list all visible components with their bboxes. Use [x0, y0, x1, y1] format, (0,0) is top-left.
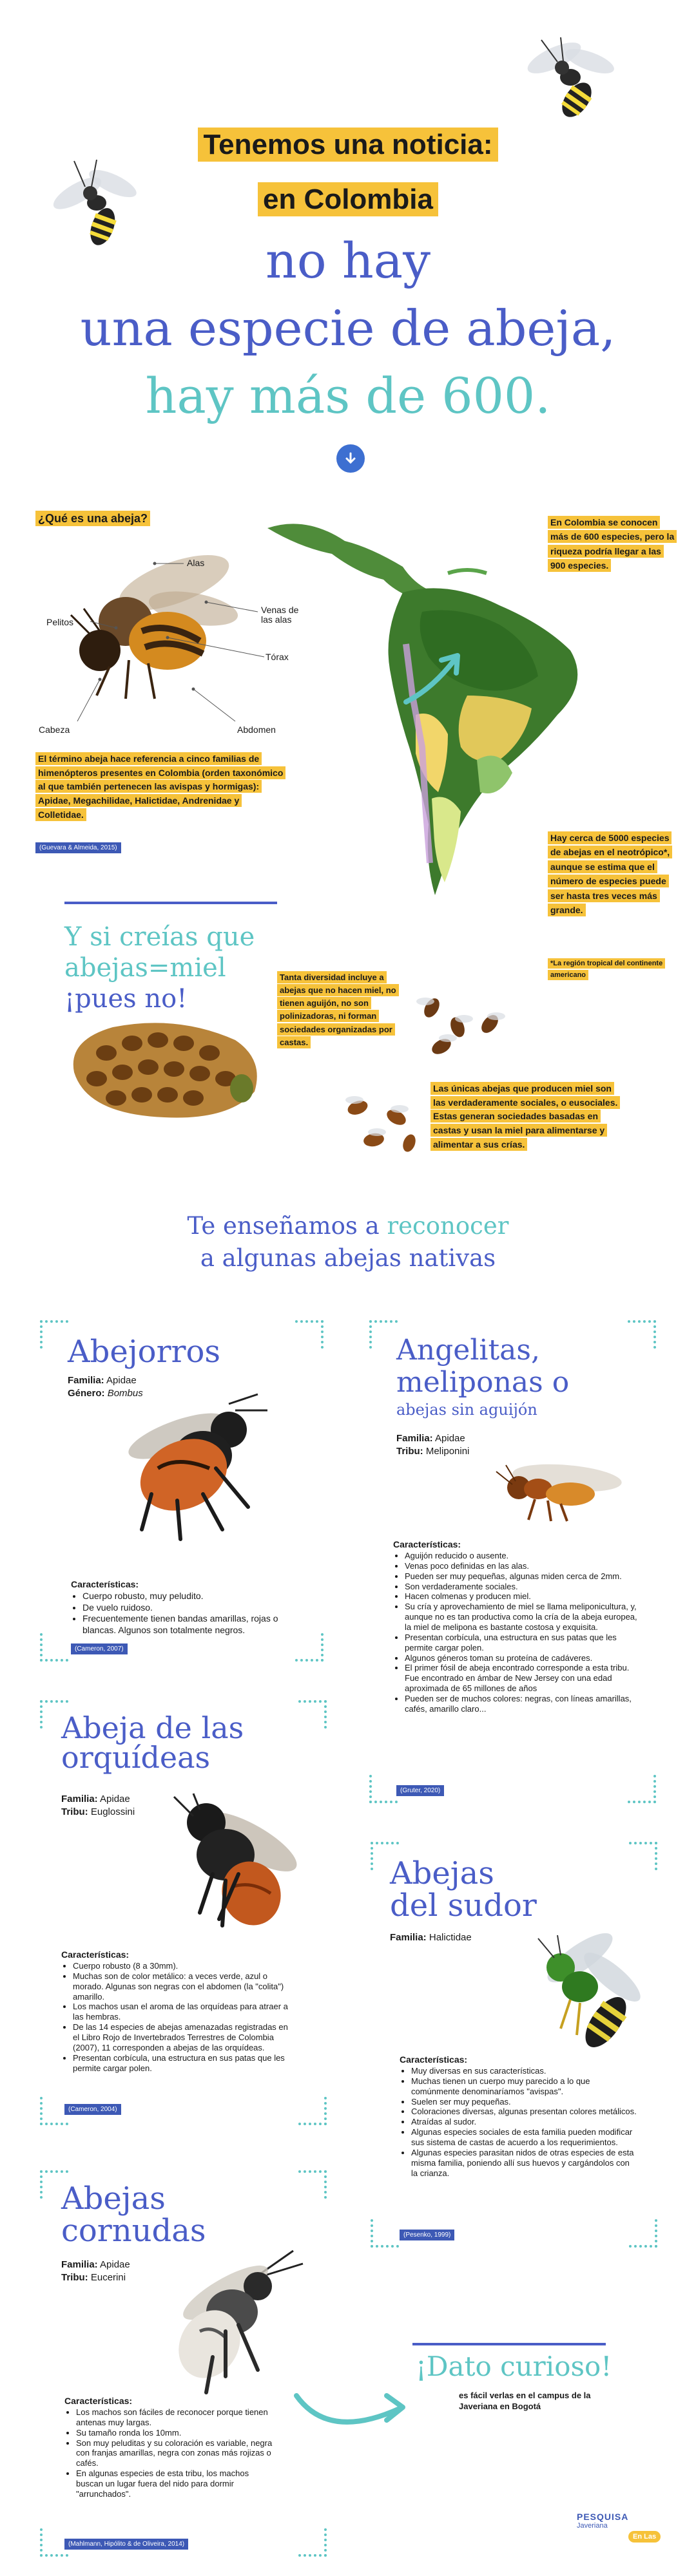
sudor-title-2: del sudor [390, 1888, 537, 1924]
logo-badge: En Las [628, 2531, 661, 2543]
sudor-char-item: • Algunas especies sociales de esta familia pueden modificar sus sistema de castas de acuerdo a los requerimientos. [411, 2127, 638, 2148]
angelitas-familia: Apidae [435, 1433, 465, 1444]
cornudas-char-item: • Son muy peluditas y su coloración es variable, negra con franjas amarillas, negra con zonas más rojizas o cafés. [76, 2438, 277, 2469]
abejorros-familia-label: Familia: [68, 1375, 104, 1386]
cornudas-familia: Apidae [100, 2259, 130, 2270]
map-arrow-icon [400, 644, 470, 708]
angelitas-title-1: Angelitas, [396, 1334, 540, 1367]
abejorros-char-item: • De vuelo ruidoso. [82, 1602, 303, 1614]
miel-divider [64, 902, 277, 904]
sweat-bee-illustration [516, 1932, 651, 2061]
label-alas: Alas [187, 558, 205, 568]
orquideas-char-item: • Presentan corbícula, una estructura en sus patas que les permite cargar polen. [73, 2053, 293, 2074]
cornudas-cite: (Mahlmann, Hipólito & de Oliveira, 2014) [64, 2539, 188, 2550]
dato-title: ¡Dato curioso! [416, 2351, 612, 2382]
sudor-char-item: • Coloraciones diversas, algunas presentan colores metálicos. [411, 2107, 638, 2117]
arrow-down-icon [343, 451, 358, 466]
orquideas-char-item: • De las 14 especies de abejas amenazadas registradas en el Libro Rojo de Invertebrados Terrestres de Colombia (2007), 11 corresponden a abejas de las orquídeas. [73, 2022, 293, 2053]
abejorros-cite: (Cameron, 2007) [71, 1643, 128, 1654]
map-note-colombia: En Colombia se conocen más de 600 especies, pero la riqueza podría llegar a las 900 especies. [548, 516, 677, 572]
abejorros-chars-label: Características: [71, 1579, 139, 1589]
bumblebee-illustration [106, 1391, 293, 1546]
angelitas-title-3: abejas sin aguijón [396, 1401, 537, 1419]
intro-line-1a: Te enseñamos a [187, 1212, 387, 1240]
sudor-cite: (Pesenko, 1999) [400, 2230, 454, 2240]
abejorros-char-item: • Cuerpo robusto, muy peludito. [82, 1591, 303, 1602]
scroll-down-button[interactable] [336, 444, 365, 473]
sudor-chars-list [400, 2066, 638, 2178]
pesquisa-logo [577, 2512, 648, 2530]
dato-arrow-icon [290, 2370, 419, 2441]
angelitas-char-item: • El primer fósil de abeja encontrado corresponde a esta tribu. Fue encontrado en ámbar de New Jersey con una edad aproximada de 65 millones de años [405, 1663, 644, 1694]
honeycomb-illustration [61, 1014, 267, 1124]
cornudas-char-item: • Los machos son fáciles de reconocer porque tienen antenas muy largas. [76, 2407, 277, 2428]
headline-line-4: una especie de abeja, [80, 299, 616, 357]
cornudas-chars-list [64, 2407, 277, 2499]
angelitas-familia-label: Familia: [396, 1433, 433, 1444]
orquideas-chars-label: Características: [61, 1949, 130, 1960]
sudor-char-item: • Muchas tienen un cuerpo muy parecido a lo que comúnmente denominaríamos "avispas". [411, 2076, 638, 2097]
orquideas-char-item: • Los machos usan el aroma de las orquídeas para atraer a las hembras. [73, 2002, 293, 2022]
sudor-familia: Halictidae [429, 1932, 472, 1943]
angelitas-title-2: meliponas o [396, 1366, 570, 1399]
orquideas-familia: Apidae [100, 1794, 130, 1804]
headline-line-3: no hay [265, 232, 431, 289]
miel-title-3: ¡pues no! [64, 984, 188, 1014]
label-venas: Venas de las alas [261, 605, 299, 625]
cornudas-chars-label: Características: [64, 2396, 133, 2406]
miel-title-1: Y si creías que [64, 922, 255, 952]
long-horned-bee-illustration [155, 2248, 309, 2402]
sudor-chars-label: Características: [400, 2054, 468, 2065]
angelitas-char-item: • Su cría y aprovechamiento de miel se llama meliponicultura, y, aunque no es tan productiva como la cría de la abeja europea, la miel de melipona es bastante costosa y exquisita. [405, 1602, 644, 1633]
orquideas-familia-label: Familia: [61, 1794, 98, 1804]
label-pelitos: Pelitos [46, 617, 74, 627]
angelitas-char-item: • Venas poco definidas en las alas. [405, 1561, 644, 1571]
cornudas-familia-label: Familia: [61, 2259, 98, 2270]
angelitas-char-item: • Son verdaderamente sociales. [405, 1582, 644, 1592]
map-footnote: *La región tropical del continente americano [548, 958, 665, 980]
dato-divider [412, 2343, 606, 2345]
miel-text-1: Tanta diversidad incluye a abejas que no hacen miel, no tienen aguijón, no son polinizadoras, ni forman sociedades organizadas por castas. [277, 971, 399, 1048]
label-abdomen: Abdomen [237, 724, 276, 735]
angelitas-char-item: • Presentan corbícula, una estructura en sus patas que les permite cargar polen. [405, 1633, 644, 1653]
angelitas-chars-list [393, 1551, 644, 1714]
miel-text-2: Las únicas abejas que producen miel son las verdaderamente sociales, o eusociales. Estas generan sociedades basadas en castas y usan la miel para alimentarse y alimentar a sus crías. [430, 1082, 620, 1151]
sudor-char-item: • Atraídas al sudor. [411, 2117, 638, 2127]
abejorros-genero: Bombus [107, 1388, 143, 1399]
intro-line-2: a algunas abejas nativas [200, 1244, 496, 1272]
what-is-bee-title: ¿Qué es una abeja? [35, 511, 150, 526]
abejorros-genero-label: Género: [68, 1388, 105, 1399]
stingless-bee-illustration [490, 1449, 625, 1526]
cornudas-title-2: cornudas [61, 2213, 206, 2249]
what-is-bee-cite: (Guevara & Almeida, 2015) [35, 842, 121, 853]
orquideas-char-item: • Cuerpo robusto (8 a 30mm). [73, 1961, 293, 1971]
abejorros-chars-list [71, 1591, 303, 1636]
wasp-bee-illustration-top-right [516, 32, 625, 129]
small-bees-cluster-2 [338, 1088, 429, 1159]
label-cabeza: Cabeza [39, 724, 70, 735]
cornudas-tribu: Eucerini [90, 2272, 126, 2283]
headline-line-1: Tenemos una noticia: [198, 128, 498, 162]
orquideas-title: Abeja de las orquídeas [61, 1710, 244, 1775]
angelitas-tribu-label: Tribu: [396, 1446, 423, 1457]
angelitas-chars-label: Características: [393, 1539, 461, 1549]
cornudas-tribu-label: Tribu: [61, 2272, 88, 2283]
cornudas-char-item: • En algunas especies de esta tribu, los machos buscan un lugar fuera del nido para dormir "arrunchados". [76, 2468, 277, 2499]
orquideas-cite: (Cameron, 2004) [64, 2104, 121, 2115]
headline-line-5: hay más de 600. [145, 367, 551, 424]
orquideas-char-item: • Muchas son de color metálico: a veces verde, azul o morado. Algunas son negras con el abdomen (la "colita") amarillo. [73, 1971, 293, 2002]
cornudas-title-1: Abejas [61, 2181, 166, 2217]
headline-line-2: en Colombia [258, 182, 438, 216]
sudor-familia-label: Familia: [390, 1932, 427, 1943]
label-torax: Tórax [266, 652, 289, 662]
sudor-title-1: Abejas [390, 1855, 494, 1891]
pesquisa-logo-line-1: PESQUISA [577, 2512, 629, 2522]
abejorros-title: Abejorros [68, 1334, 220, 1370]
orchid-bee-illustration [155, 1790, 309, 1938]
cornudas-char-item: • Su tamaño ronda los 10mm. [76, 2428, 277, 2438]
angelitas-char-item: • Pueden ser muy pequeñas, algunas miden cerca de 2mm. [405, 1571, 644, 1582]
intro-line-1b: reconocer [387, 1212, 509, 1240]
abejorros-familia: Apidae [106, 1375, 137, 1386]
angelitas-char-item: • Algunos géneros toman su proteína de cadáveres. [405, 1653, 644, 1663]
orquideas-chars-list [61, 1961, 293, 2073]
orquideas-tribu: Euglossini [90, 1806, 135, 1817]
abejorros-char-item: • Frecuentemente tienen bandas amarillas, rojas o blancas. Algunos son totalmente negros. [82, 1613, 303, 1636]
dato-text: es fácil verlas en el campus de la Javeriana en Bogotá [459, 2391, 591, 2411]
small-bees-cluster-1 [412, 992, 509, 1063]
map-note-neotropico: Hay cerca de 5000 especies de abejas en el neotrópico*, aunque se estima que el número de especies puede ser hasta tres veces más grande. [548, 831, 672, 916]
pesquisa-logo-line-2: Javeriana [577, 2522, 608, 2530]
angelitas-cite: (Gruter, 2020) [396, 1785, 444, 1796]
angelitas-char-item: • Pueden ser de muchos colores: negras, con líneas amarillas, cafés, amarillo claro... [405, 1694, 644, 1714]
sudor-char-item: • Algunas especies parasitan nidos de otras especies de esta misma familia, poniendo allí sus huevos y cargándolos con la crianza. [411, 2148, 638, 2179]
angelitas-char-item: • Aguijón reducido o ausente. [405, 1551, 644, 1561]
orquideas-tribu-label: Tribu: [61, 1806, 88, 1817]
angelitas-tribu: Meliponini [425, 1446, 470, 1457]
sudor-char-item: • Muy diversas en sus características. [411, 2066, 638, 2076]
angelitas-char-item: • Hacen colmenas y producen miel. [405, 1591, 644, 1602]
miel-title-2: abejas=miel [64, 953, 226, 983]
sudor-char-item: • Suelen ser muy pequeñas. [411, 2097, 638, 2107]
what-is-bee-text: El término abeja hace referencia a cinco familias de himenópteros presentes en Colombia (orden taxonómico al que también pertenecen las avispas y hormigas): Apidae, Megachilidae, Halictidae, Andrenidae y Colletidae. [35, 752, 285, 821]
